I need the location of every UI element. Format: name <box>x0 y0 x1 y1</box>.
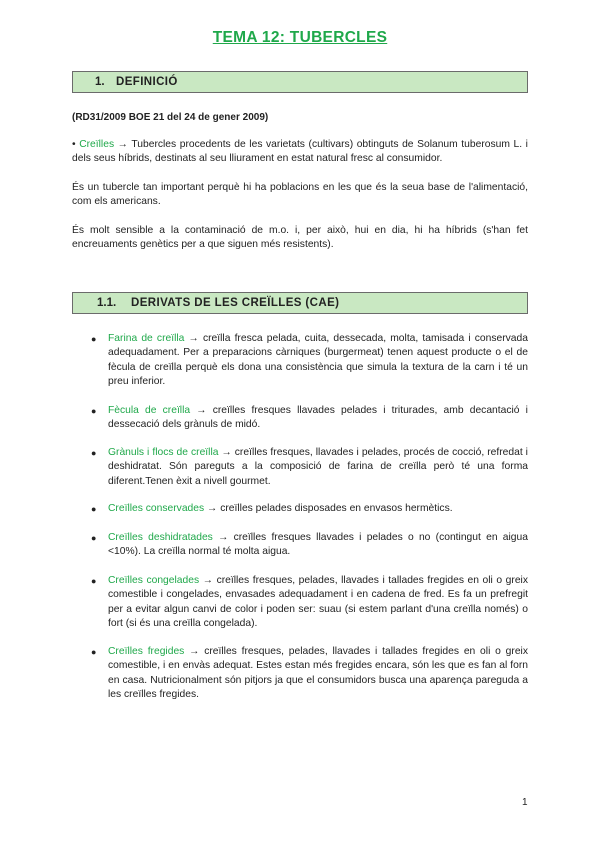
list-item-text: creïlles fresques, pelades, llavades i tallades fregides en oli o greix comestible i congelades, envasades adequadament i en cadena de fred. Es fa un prefregit per a evitar algun canvi de color i poden ser: suau (si estem parlant d'una creïlla només) o fort (si és una creïlla congelada). <box>108 575 528 629</box>
arrow-icon: → <box>218 532 229 543</box>
bullet: • <box>72 139 76 150</box>
section-header-definicio <box>72 71 528 93</box>
definition-paragraph <box>72 138 528 167</box>
bullet-icon: ● <box>91 533 97 543</box>
paragraph-importance: És un tubercle tan important perquè hi ha poblacions en les que és la seua base de l'alimentació, com els americans. <box>72 182 528 208</box>
bullet-icon: ● <box>91 576 97 586</box>
section-header-derivats <box>72 292 528 314</box>
list-item-text: creïlles fresques, pelades, llavades i tallades fregides en oli o greix comestible, i en envàs adequat. Estes estan més fregides encara, són les que es fan al forn en casa. Nutricionalment són pitjors ja que el consumidors busca una aparença pareguda a les creïlles fregides. <box>108 646 528 700</box>
list-item-granuls <box>91 446 528 489</box>
paragraph-sensitivity: És molt sensible a la contaminació de m.o. i, per això, hui en dia, hi ha híbrids (s'han fet encreuaments genètics per a que siguen més resistents). <box>72 225 528 251</box>
list-item-fecula <box>91 404 528 433</box>
list-item-term: Creïlles congelades <box>108 575 200 586</box>
page-number: 1 <box>522 797 528 808</box>
arrow-icon: → <box>221 447 232 458</box>
list-item-text: creïlles fresques, llavades i pelades, procés de cocció, refredat i deshidratat. Són pareguts a la composició de farina de creïlla però té una forma diferent.Tenen èxit a nivell gourmet. <box>108 447 528 487</box>
list-item-term: Grànuls i flocs de creïlla <box>108 447 219 458</box>
bullet-icon: ● <box>91 406 97 416</box>
list-item-term: Farina de creïlla <box>108 333 185 344</box>
list-item-term: Fècula de creïlla <box>108 405 191 416</box>
arrow-icon: → <box>188 333 199 344</box>
list-item-text: creïlla fresca pelada, cuita, dessecada, molta, tamisada i conservada adequadament. Per a preparacions càrniques (burgermeat) tenen aquest producte o el de fècula de creïlla perquè els dona una consistència que simula la textura de la carn i té un preu inferior. <box>108 333 528 387</box>
list-item-farina <box>91 332 528 389</box>
section-heading: DERIVATS DE LES CREÏLLES (CAE) <box>131 297 340 309</box>
list-item-term: Creïlles fregides <box>108 646 185 657</box>
arrow-icon: → <box>196 405 207 416</box>
definition-text: Tubercles procedents de les varietats (cultivars) obtinguts de Solanum tuberosum L. i dels seus híbrids, destinats al seu lliurament en estat natural fresc al consumidor. <box>72 139 528 165</box>
list-item-text: creïlles fresques llavades i pelades o no (contingut en aigua <10%). La creïlla normal té molta aigua. <box>108 532 528 558</box>
term-creilles: Creïlles <box>79 139 115 150</box>
legal-reference: (RD31/2009 BOE 21 del 24 de gener 2009) <box>72 112 269 123</box>
list-item-deshidratades <box>91 531 528 560</box>
page-title: TEMA 12: TUBERCLES <box>212 29 388 46</box>
arrow-icon: → <box>189 646 200 657</box>
arrow-icon: → <box>202 575 213 586</box>
bullet-icon: ● <box>91 647 97 657</box>
list-item-fregides <box>91 645 528 702</box>
list-item-text: creïlles fresques llavades pelades i triturades, amb decantació i dessecació dels grànuls de midó. <box>108 405 528 431</box>
arrow-icon: → <box>207 503 218 514</box>
section-heading: DEFINICIÓ <box>116 76 178 88</box>
section-number: 1.1. <box>97 297 117 309</box>
list-item-conservades <box>91 502 528 516</box>
arrow-icon: → <box>117 139 128 150</box>
list-item-text: creïlles pelades disposades en envasos hermètics. <box>220 503 453 514</box>
bullet-icon: ● <box>91 334 97 344</box>
bullet-icon: ● <box>91 448 97 458</box>
list-item-term: Creïlles conservades <box>108 503 205 514</box>
list-item-congelades <box>91 574 528 631</box>
list-item-term: Creïlles deshidratades <box>108 532 213 543</box>
section-number: 1. <box>95 76 105 88</box>
bullet-icon: ● <box>91 504 97 514</box>
